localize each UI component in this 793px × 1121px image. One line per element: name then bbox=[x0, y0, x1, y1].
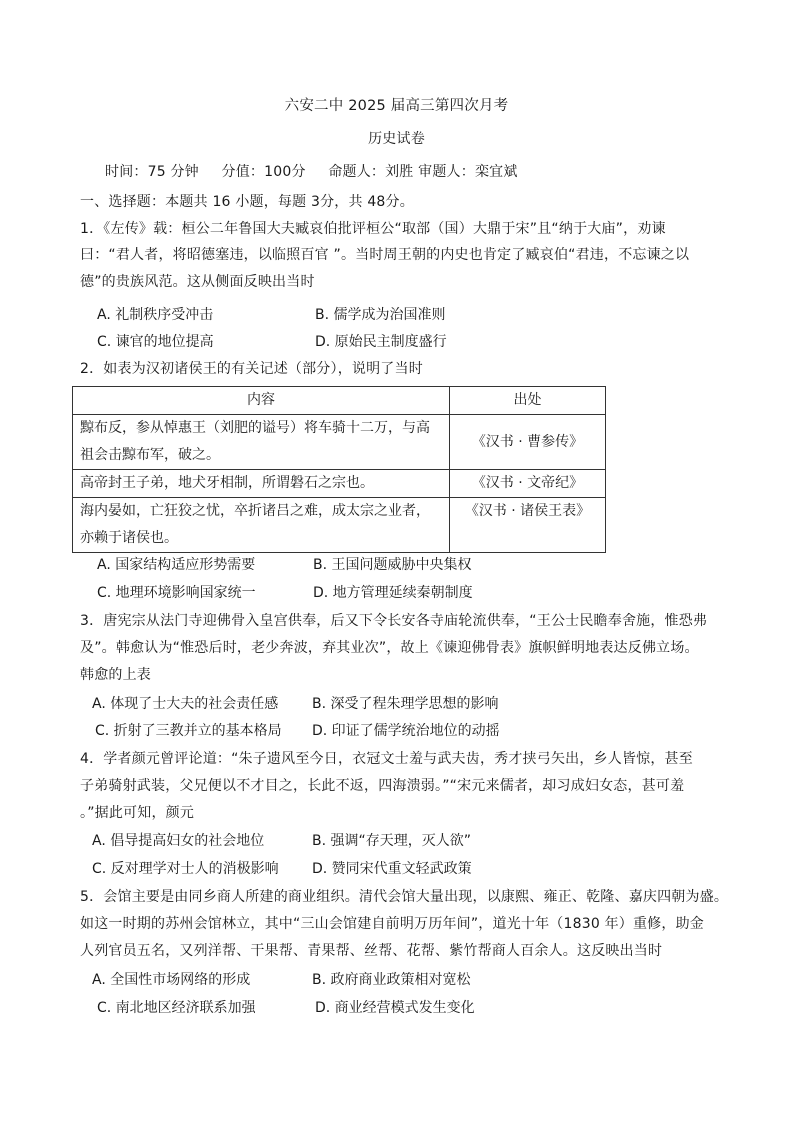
question-4-line-3: 。”据此可知，颜元 bbox=[80, 805, 195, 821]
exam-score: 分值：100分 bbox=[221, 164, 306, 180]
exam-time: 时间：75 分钟 bbox=[105, 164, 199, 180]
table-cell-line: 高帝封王子弟，地犬牙相制，所谓磐石之宗也。 bbox=[80, 475, 374, 491]
table-cell-content bbox=[73, 415, 450, 470]
table-cell-source: 《汉书 · 曹参传》 bbox=[450, 415, 606, 470]
table-cell-line: 亦赖于诸侯也。 bbox=[80, 530, 178, 546]
question-1-line-2: 曰：“君人者，将昭德塞违，以临照百官 ”。当时周王朝的内史也肯定了臧哀伯“君违，不忘谏之以 bbox=[80, 247, 690, 263]
exam-title: 六安二中 2025 届高三第四次月考 bbox=[284, 98, 509, 114]
question-1-option-d: D. 原始民主制度盛行 bbox=[315, 334, 447, 350]
question-3-line-1: 3．唐宪宗从法门寺迎佛骨入皇宫供奉，后又下令长安各寺庙轮流供奉，“王公士民瞻奉舍施，惟恐弗 bbox=[80, 613, 708, 629]
table-cell-line: 海内晏如，亡狂狡之忧，卒折诸吕之难，成太宗之业者， bbox=[80, 503, 430, 519]
question-1-option-b: B. 儒学成为治国准则 bbox=[315, 307, 446, 323]
question-3-line-3: 韩愈的上表 bbox=[80, 667, 151, 683]
question-5-option-b: B. 政府商业政策相对宽松 bbox=[312, 972, 471, 988]
question-4-option-c: C. 反对理学对士人的消极影响 bbox=[92, 861, 279, 877]
question-3-option-a: A. 体现了士大夫的社会责任感 bbox=[92, 696, 279, 712]
question-1-option-c: C. 谏官的地位提高 bbox=[97, 334, 214, 350]
table-cell-line: 祖会击黥布军，破之。 bbox=[80, 447, 220, 463]
question-4-option-b: B. 强调“存天理，灭人欲” bbox=[312, 833, 472, 849]
question-4-option-d: D. 赞同宋代重文轻武政策 bbox=[312, 861, 472, 877]
exam-subject: 历史试卷 bbox=[368, 131, 425, 147]
question-5-line-3: 人列官员五名，又列洋帮、干果帮、青果帮、丝帮、花帮、紫竹帮商人百余人。这反映出当时 bbox=[80, 943, 663, 959]
exam-authors: 命题人：刘胜 审题人：栾宜斌 bbox=[328, 164, 518, 180]
question-5-option-c: C. 南北地区经济联系加强 bbox=[97, 1000, 256, 1016]
source-table bbox=[72, 386, 606, 553]
question-4-option-a: A. 倡导提高妇女的社会地位 bbox=[92, 833, 265, 849]
table-cell-source: 《汉书 · 诸侯王表》 bbox=[450, 498, 606, 553]
question-2-option-d: D. 地方管理延续秦朝制度 bbox=[313, 585, 473, 601]
table-row bbox=[73, 470, 606, 498]
question-2-option-b: B. 王国问题威胁中央集权 bbox=[313, 557, 472, 573]
question-3-option-b: B. 深受了程朱理学思想的影响 bbox=[312, 696, 499, 712]
question-5-line-1: 5．会馆主要是由同乡商人所建的商业组织。清代会馆大量出现，以康熙、雍正、乾隆、嘉庆四朝为盛。 bbox=[80, 889, 729, 905]
table-header-content: 内容 bbox=[73, 387, 450, 415]
question-2-option-c: C. 地理环境影响国家统一 bbox=[97, 585, 256, 601]
question-5-option-d: D. 商业经营模式发生变化 bbox=[315, 1000, 475, 1016]
question-4-line-1: 4．学者颜元曾评论道：“朱子遗风至今日，衣冠文士羞与武夫齿，秀才挟弓矢出，乡人皆惊，甚至 bbox=[80, 751, 693, 767]
question-5-option-a: A. 全国性市场网络的形成 bbox=[92, 972, 251, 988]
question-2-option-a: A. 国家结构适应形势需要 bbox=[97, 557, 256, 573]
question-3-option-c: C. 折射了三教并立的基本格局 bbox=[95, 723, 282, 739]
section-heading: 一、选择题：本题共 16 小题，每题 3分，共 48分。 bbox=[80, 194, 414, 210]
table-header-row bbox=[73, 387, 606, 415]
question-1-option-a: A. 礼制秩序受冲击 bbox=[97, 307, 214, 323]
table-cell-content bbox=[73, 470, 450, 498]
table-header-source: 出处 bbox=[450, 387, 606, 415]
table-cell-content bbox=[73, 498, 450, 553]
table-row bbox=[73, 498, 606, 553]
question-1-line-1: 1．《左传》载：桓公二年鲁国大夫臧哀伯批评桓公“取部（国）大鼎于宋”且“纳于大庙”，劝谏 bbox=[80, 221, 666, 237]
question-4-line-2: 子弟骑射武装，父兄便以不才目之，长此不返，四海溃弱。”“宋元来儒者，却习成妇女态，甚可羞 bbox=[80, 778, 685, 794]
question-3-option-d: D. 印证了儒学统治地位的动摇 bbox=[312, 723, 500, 739]
question-3-line-2: 及”。韩愈认为“惟恐后时，老少奔波，弃其业次”，故上《谏迎佛骨表》旗帜鲜明地表达反佛立场。 bbox=[80, 640, 699, 656]
exam-meta bbox=[105, 162, 536, 182]
table-row bbox=[73, 415, 606, 470]
table-cell-line: 黥布反，参从悼惠王（刘肥的谥号）将车骑十二万，与高 bbox=[80, 420, 430, 436]
question-1-line-3: 德”的贵族风范。这从侧面反映出当时 bbox=[80, 274, 315, 290]
question-2-stem: 2．如表为汉初诸侯王的有关记述（部分），说明了当时 bbox=[80, 361, 423, 377]
table-cell-source: 《汉书 · 文帝纪》 bbox=[450, 470, 606, 498]
question-5-line-2: 如这一时期的苏州会馆林立，其中“三山会馆建自前明万历年间”，道光十年（1830 年）重修，助金 bbox=[80, 916, 704, 932]
